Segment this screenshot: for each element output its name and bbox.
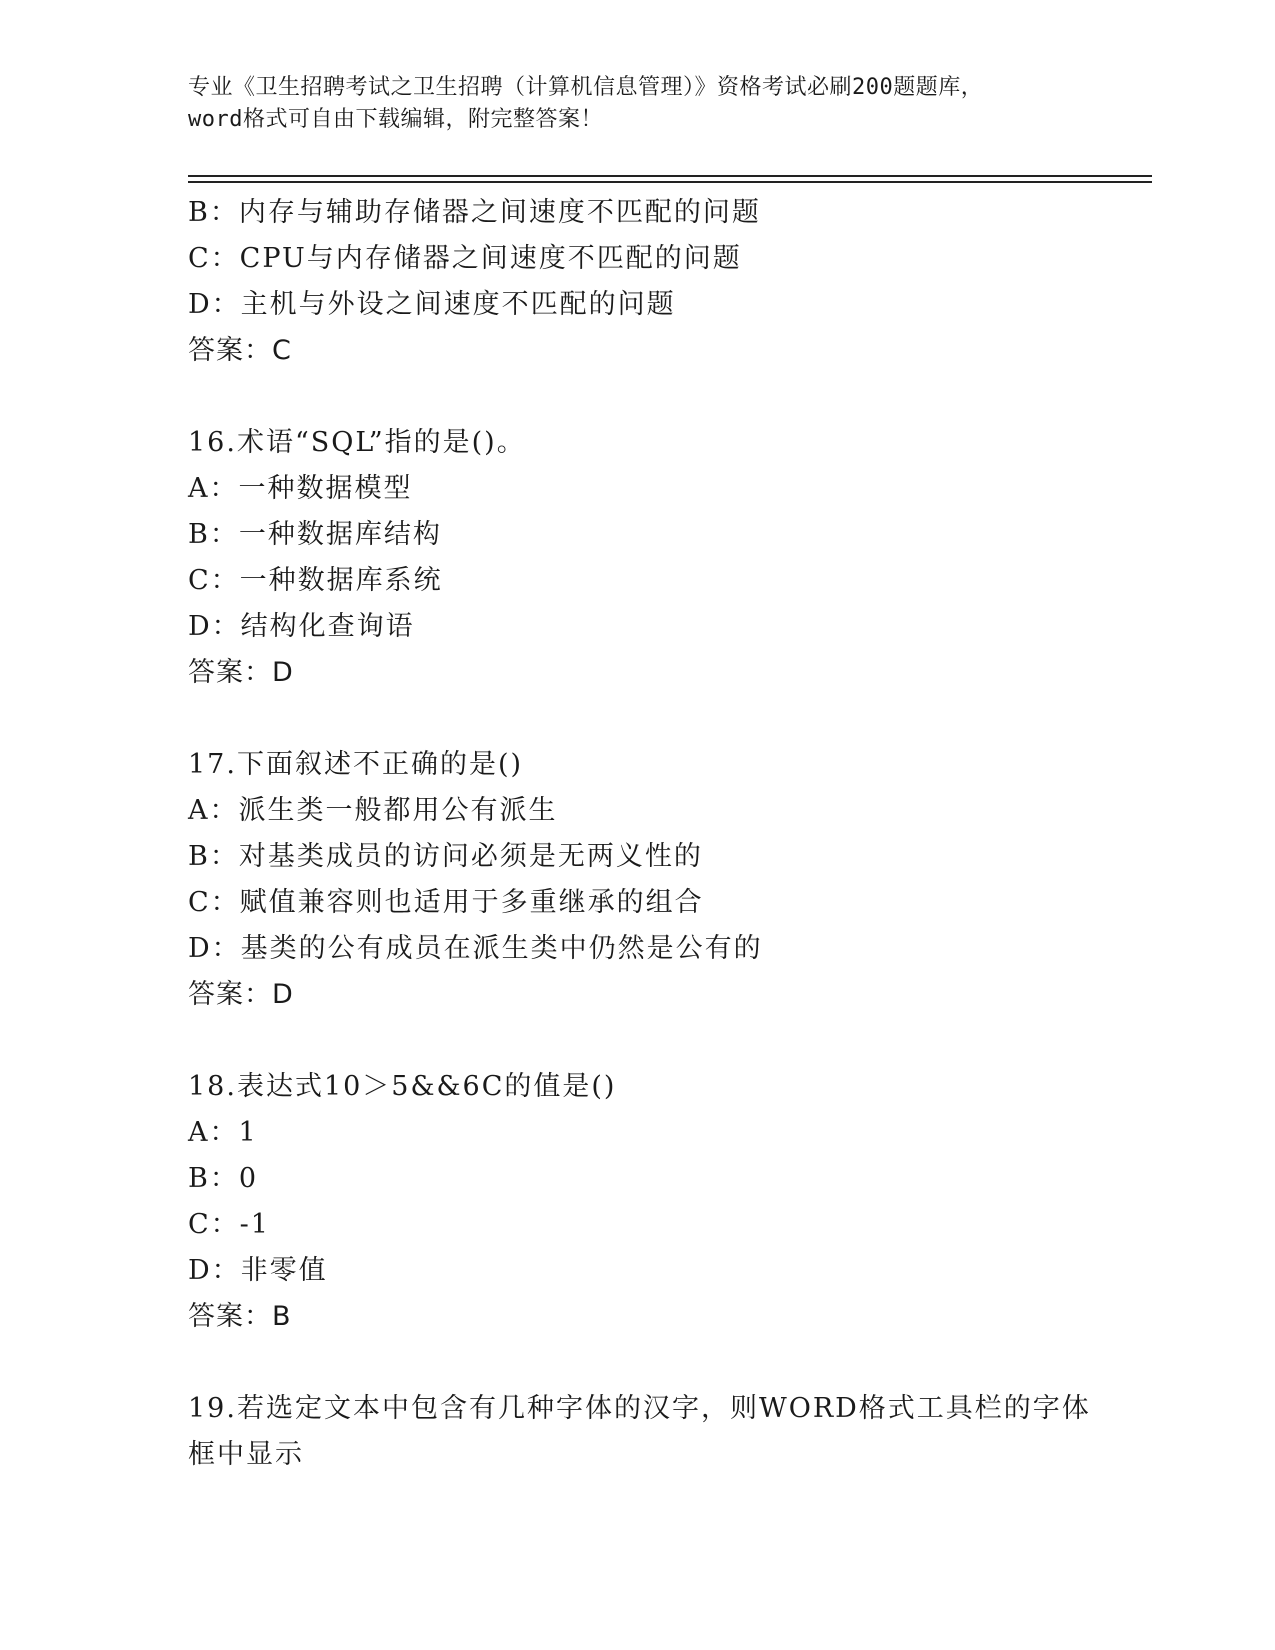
option-b: B：一种数据库结构 bbox=[188, 519, 442, 550]
question-list bbox=[188, 190, 1148, 1478]
document-header bbox=[188, 72, 1088, 136]
option-d: D：主机与外设之间速度不匹配的问题 bbox=[188, 289, 676, 320]
answer-line: 答案：C bbox=[188, 335, 292, 366]
question-block-continued bbox=[188, 190, 1148, 374]
spacer bbox=[188, 1018, 1148, 1064]
spacer bbox=[188, 1340, 1148, 1386]
question-block-18 bbox=[188, 1064, 1148, 1340]
answer-line: 答案：D bbox=[188, 657, 294, 688]
header-title-line-2: word格式可自由下载编辑，附完整答案！ bbox=[188, 107, 603, 132]
question-stem: 17.下面叙述不正确的是() bbox=[188, 749, 524, 780]
spacer bbox=[188, 374, 1148, 420]
option-c: C：-1 bbox=[188, 1209, 270, 1240]
option-b: B：内存与辅助存储器之间速度不匹配的问题 bbox=[188, 197, 761, 228]
option-c: C：赋值兼容则也适用于多重继承的组合 bbox=[188, 887, 704, 918]
question-stem: 16.术语“SQL”指的是()。 bbox=[188, 427, 526, 458]
question-stem-line-2: 框中显示 bbox=[188, 1439, 304, 1470]
question-stem: 18.表达式10＞5&&6C的值是() bbox=[188, 1071, 617, 1102]
option-d: D：结构化查询语 bbox=[188, 611, 415, 642]
option-c: C：一种数据库系统 bbox=[188, 565, 443, 596]
header-divider-bottom bbox=[188, 181, 1152, 183]
option-b: B：0 bbox=[188, 1163, 259, 1194]
option-a: A：1 bbox=[188, 1117, 258, 1148]
header-title-line-1: 专业《卫生招聘考试之卫生招聘（计算机信息管理）》资格考试必刷200题题库， bbox=[188, 75, 984, 100]
answer-line: 答案：D bbox=[188, 979, 294, 1010]
option-d: D：非零值 bbox=[188, 1255, 328, 1286]
option-a: A：派生类一般都用公有派生 bbox=[188, 795, 558, 826]
question-block-17 bbox=[188, 742, 1148, 1018]
spacer bbox=[188, 696, 1148, 742]
answer-line: 答案：B bbox=[188, 1301, 292, 1332]
header-divider-top bbox=[188, 175, 1152, 177]
option-a: A：一种数据模型 bbox=[188, 473, 413, 504]
question-block-19 bbox=[188, 1386, 1148, 1478]
option-c: C：CPU与内存储器之间速度不匹配的问题 bbox=[188, 243, 742, 274]
option-b: B：对基类成员的访问必须是无两义性的 bbox=[188, 841, 703, 872]
option-d: D：基类的公有成员在派生类中仍然是公有的 bbox=[188, 933, 763, 964]
question-block-16 bbox=[188, 420, 1148, 696]
question-stem-line-1: 19.若选定文本中包含有几种字体的汉字，则WORD格式工具栏的字体 bbox=[188, 1393, 1091, 1424]
